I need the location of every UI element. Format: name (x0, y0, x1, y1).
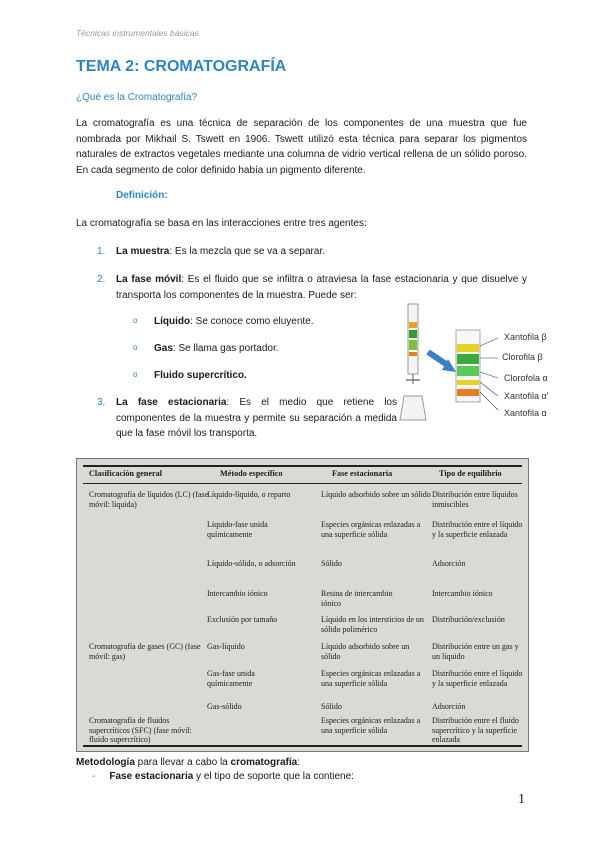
list-item (97, 244, 527, 260)
figure-label: Clorofila β (502, 352, 543, 362)
table-cell: Intercambio iónico (207, 589, 268, 598)
group-label: Cromatografía de gases (GC) (fase móvil: gas) (89, 642, 201, 661)
table-rule (83, 465, 522, 467)
table-cell: Distribución entre el fluido supercrítico y la superficie enlazada (432, 716, 519, 744)
bullet-text: y el tipo de soporte que la contiene: (193, 771, 354, 782)
list-item (133, 370, 247, 381)
table-rule (83, 483, 522, 484)
figure-label: Clorofola α (504, 373, 548, 383)
table-cell: Resina de intercambio iónico (321, 589, 393, 608)
item-term: La fase móvil (116, 274, 182, 285)
group-label: Cromatografía de fluidos supercríticos (SFC) (fase móvil: fluido supercrítico) (89, 716, 192, 744)
list-item (97, 395, 397, 442)
item-number: 2. (97, 274, 106, 285)
table-cell: Líquido adsorbido sobre un sólido (321, 490, 431, 499)
table-rule (83, 745, 522, 747)
item-number: 3. (97, 397, 106, 408)
item-text: : Es el medio que retiene los componentes de la muestra y permite su separación a medida que la fase móvil los transporta. (116, 397, 397, 439)
page-title: TEMA 2: CROMATOGRAFÍA (76, 58, 287, 75)
table-cell: Gas-líquido (207, 642, 245, 651)
glass-column-icon (408, 304, 418, 374)
bullet-term: Fase estacionaria (109, 771, 194, 782)
table-cell: Especies orgánicas enlazadas a una superficie sólida (321, 520, 421, 539)
figure-label: Xantofila α (504, 408, 547, 418)
methodology-line (76, 757, 300, 768)
table-cell: Distribución/exclusión (432, 615, 505, 624)
item-term: La fase estacionaria (116, 397, 227, 408)
table-header: Fase estacionaria (332, 469, 393, 478)
arrow-icon (428, 352, 446, 364)
methodology-middle: para llevar a cabo la (134, 757, 231, 768)
definition-intro: La cromatografía se basa en las interacciones entre tres agentes: (76, 218, 367, 229)
table-cell: Gas-sólido (207, 702, 242, 711)
bullet-icon: o (133, 370, 138, 379)
list-item (133, 316, 314, 327)
table-cell: Sólido (321, 559, 342, 568)
item-number: 1. (97, 246, 106, 257)
flask-icon (400, 396, 426, 420)
item-text: : Es el fluido que se infiltra o atraviesa la fase estacionaria y que disuelve y transporta los componentes de la muestra. Puede ser: (116, 274, 527, 301)
table-cell: Exclusión por tamaño (207, 615, 278, 624)
table-cell: Adsorción (432, 702, 466, 711)
table-cell: Líquido adsorbido sobre un sólido (321, 642, 410, 661)
figure-label: Xantofila β (504, 332, 547, 342)
chromatography-classification-table (76, 458, 529, 752)
section-subtitle: ¿Qué es la Cromatografía? (76, 92, 198, 103)
table-header: Clasificación general (89, 469, 162, 478)
table-cell: Adsorción (432, 559, 466, 568)
page-number: 1 (518, 792, 525, 807)
bullet-icon: o (133, 343, 138, 352)
chromatography-column-figure (398, 300, 538, 425)
table-cell: Intercambio iónico (432, 589, 493, 598)
bullet-icon: o (133, 316, 138, 325)
methodology-suffix: : (297, 757, 300, 768)
list-item (133, 343, 279, 354)
methodology-term: cromatografía (230, 757, 298, 768)
table-cell: Distribución entre el líquido y la superficie enlazada (432, 520, 523, 539)
group-label: Cromatografía de líquidos (LC) (fase móvil: líquida) (89, 490, 209, 509)
list-item (97, 272, 527, 303)
figure-label: Xantofila α' (504, 391, 549, 401)
subitem-text: : Se llama gas portador. (172, 343, 279, 354)
running-header: Técnicas instrumentales básicas (76, 28, 199, 38)
subitem-term: Gas (154, 343, 173, 354)
subitem-text: : Se conoce como eluyente. (190, 316, 314, 327)
item-term: La muestra (116, 246, 170, 257)
intro-paragraph: La cromatografía es una técnica de separación de los componentes de una muestra que fue nombrada por Mikhail S. Tswett en 1906. Tswett utilizó esta técnica para separar los pigmentos naturales de extractos vegetales mediante una columna de vidrio vertical rellena de un sólido poroso. En cada segmento de color definido había un pigmento diferente. (76, 118, 527, 176)
table-cell: Líquido-fase unida químicamente (207, 520, 268, 539)
bullet-list-item (92, 771, 354, 782)
definition-heading: Definición: (116, 190, 168, 201)
item-text: : Es la mezcla que se va a separar. (169, 246, 325, 257)
subitem-term: Fluido supercrítico. (154, 370, 247, 381)
subitem-term: Líquido (154, 316, 191, 327)
table-cell: Sólido (321, 702, 342, 711)
dash-icon: - (92, 771, 96, 782)
methodology-prefix: Metodología (76, 757, 135, 768)
table-header: Método específico (220, 469, 283, 478)
table-cell: Líquido-líquido, o reparto (207, 490, 291, 499)
table-cell: Especies orgánicas enlazadas a una superficie sólida (321, 716, 421, 735)
table-cell: Especies orgánicas enlazadas a una superficie sólida (321, 669, 421, 688)
table-cell: Líquido-sólido, o adsorción (207, 559, 296, 568)
table-cell: Líquido en los intersticios de un sólido polimérico (321, 615, 424, 634)
table-cell: Gas-fase unida químicamente (207, 669, 255, 688)
table-cell: Distribución entre el líquido y la superficie enlazada (432, 669, 523, 688)
table-header: Tipo de equilibrio (439, 469, 502, 478)
table-cell: Distribución entre un gas y un líquido (432, 642, 519, 661)
table-cell: Distribución entre líquidos inmiscibles (432, 490, 518, 509)
